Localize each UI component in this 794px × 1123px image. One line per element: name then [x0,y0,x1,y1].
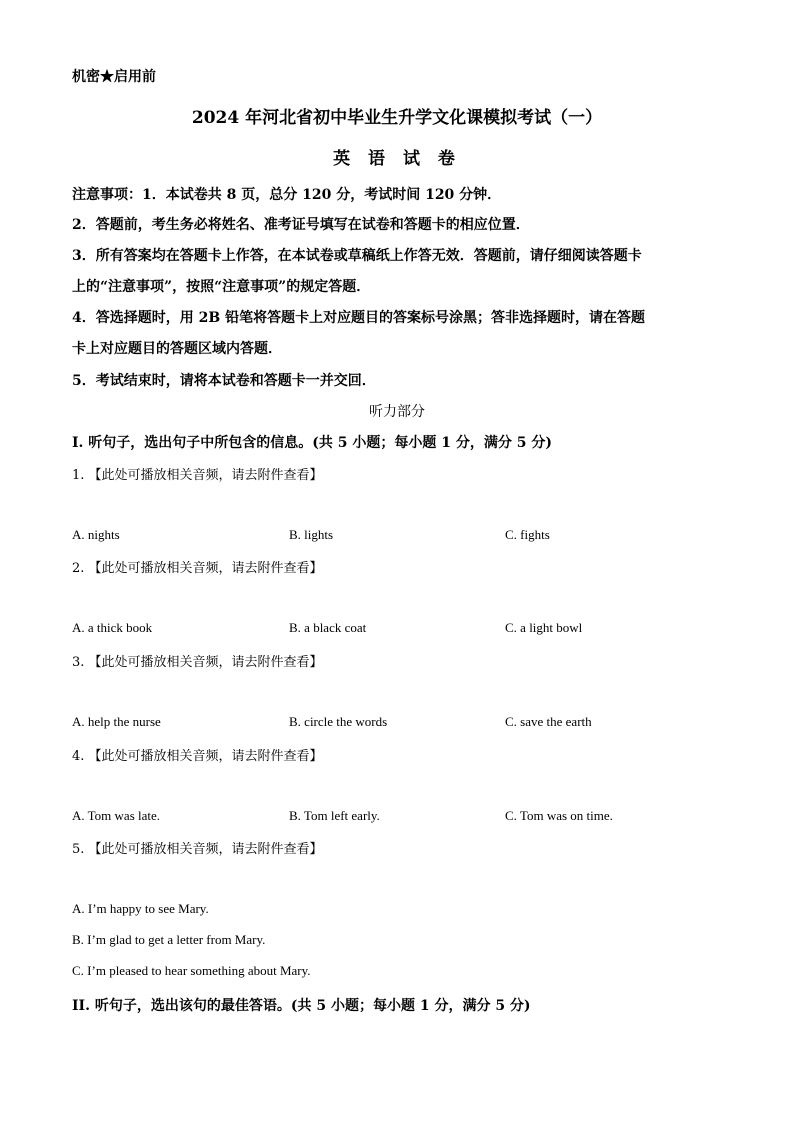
question-1-option-b[interactable]: B. lights [289,527,334,542]
question-5-option-b[interactable]: B. I’m glad to get a letter from Mary. [72,932,266,947]
question-1-option-a[interactable]: A. nights [72,527,120,542]
note-line-4: 上的“注意事项”，按照“注意事项”的规定答题． [72,279,371,295]
exam-subtitle: 英 语 试 卷 [333,149,461,169]
question-4-option-a[interactable]: A. Tom was late. [72,808,161,823]
question-2-option-a[interactable]: A. a thick book [72,620,153,635]
question-4-option-c[interactable]: C. Tom was on time. [505,808,613,823]
exam-title: 2024 年河北省初中毕业生升学文化课模拟考试（一） [191,108,603,128]
section-2-heading: II. 听句子，选出该句的最佳答语。(共 5 小题；每小题 1 分，满分 5 分) [72,998,531,1014]
question-2-option-b[interactable]: B. a black coat [289,620,367,635]
question-4-option-b[interactable]: B. Tom left early. [289,808,380,823]
note-line-2: 2．答题前，考生务必将姓名、准考证号填写在试卷和答题卡的相应位置． [72,217,530,233]
note-line-1: 注意事项：1．本试卷共 8 页，总分 120 分，考试时间 120 分钟． [72,187,502,203]
question-3-option-c[interactable]: C. save the earth [505,714,592,729]
question-1-option-c[interactable]: C. fights [505,527,550,542]
note-line-6: 卡上对应题目的答题区域内答题． [72,341,282,357]
listening-part-label: 听力部分 [369,404,425,420]
question-2-option-c[interactable]: C. a light bowl [505,620,583,635]
confidential-label: 机密★启用前 [72,69,156,85]
question-5-option-a[interactable]: A. I’m happy to see Mary. [72,901,209,916]
question-5-option-c[interactable]: C. I’m pleased to hear something about Mary. [72,963,311,978]
section-1-heading: I. 听句子，选出句子中所包含的信息。(共 5 小题；每小题 1 分，满分 5 分) [72,435,553,451]
note-line-5: 4．答选择题时，用 2B 铅笔将答题卡上对应题目的答案标号涂黑；答非选择题时，请在答题 [72,310,646,326]
question-3-option-b[interactable]: B. circle the words [289,714,388,729]
question-4-prompt: 4. 【此处可播放相关音频，请去附件查看】 [72,749,323,764]
note-line-7: 5．考试结束时，请将本试卷和答题卡一并交回． [72,373,376,389]
question-5-prompt: 5. 【此处可播放相关音频，请去附件查看】 [72,842,323,857]
question-3-option-a[interactable]: A. help the nurse [72,714,161,729]
question-3-prompt: 3. 【此处可播放相关音频，请去附件查看】 [72,655,323,670]
note-line-3: 3．所有答案均在答题卡上作答，在本试卷或草稿纸上作答无效．答题前，请仔细阅读答题卡 [72,248,642,264]
question-2-prompt: 2. 【此处可播放相关音频，请去附件查看】 [72,561,323,576]
question-1-prompt: 1. 【此处可播放相关音频，请去附件查看】 [72,468,323,483]
